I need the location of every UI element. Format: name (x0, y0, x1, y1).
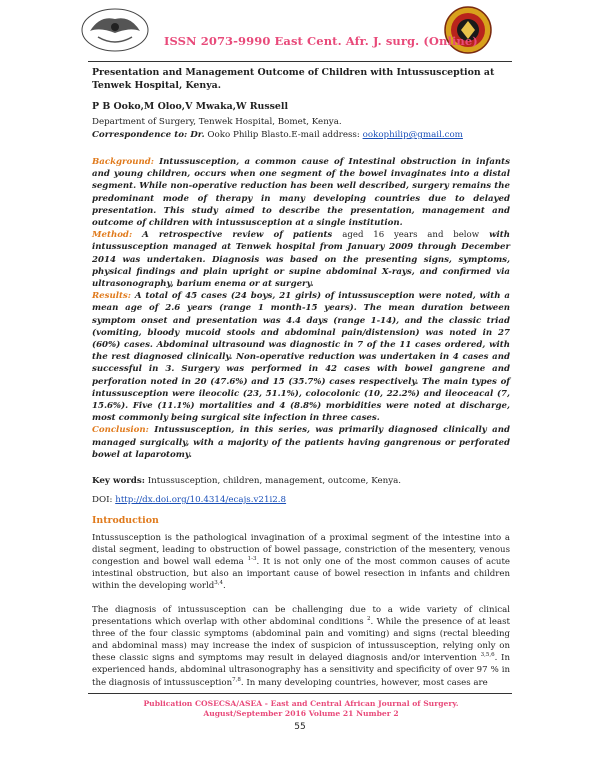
correspondence-line (92, 129, 463, 141)
method-label: Method: (92, 230, 133, 241)
background-text: Intussusception, a common cause of Intestinal obstruction in infants and young children, occurs when one segment of the bowel invaginates into a distal segment. While non-operative reduction has been well described, surgery remains the predominant mode of therapy in many developing countries due to delayed presentation. This study aimed to describe the presentation, management and outcome of children with intussusception at a single institution. (92, 157, 510, 229)
journal-issn-header: ISSN 2073-9990 East Cent. Afr. J. surg. (Online) (164, 34, 478, 48)
intro-paragraph-2 (92, 604, 510, 689)
abstract-method (92, 229, 510, 290)
keywords-line (92, 475, 401, 487)
abstract-results (92, 290, 510, 424)
results-label: Results: (92, 291, 131, 302)
author-list: P B Ooko,M Oloo,V Mwaka,W Russell (92, 101, 289, 112)
intro-p2-text-cont: . While the presence of at least three of the four classic symptoms (abdominal pain and vomiting) and signs (rectal bleeding and abdominal mass) may increase the index of suspicion of intussusception, relying only on these classic signs and symptoms may result in delayed diagnosis and/or intervention (92, 617, 510, 664)
intro-p1-end: . (223, 581, 226, 592)
doi-line (92, 494, 286, 506)
abstract-conclusion (92, 424, 510, 461)
affiliation: Department of Surgery, Tenwek Hospital, Bomet, Kenya. (92, 117, 342, 127)
footer-line-1: Publication COSECSA/ASEA - East and Central African Journal of Surgery. (143, 699, 459, 708)
citation-ref: 7,8 (232, 676, 241, 683)
introduction-heading: Introduction (92, 515, 159, 526)
page-number: 55 (294, 722, 306, 732)
method-age-text: aged 16 years and below (342, 230, 480, 241)
citation-ref: 3,4 (214, 580, 224, 587)
footer-rule (88, 693, 512, 694)
intro-p2-text-cont2: . In experienced hands, abdominal ultrasonography has a sensitivity and specificity of over 97 % in the diagnosis of intussusception (92, 653, 510, 688)
method-text: A retrospective review of patients (132, 230, 343, 241)
citation-ref: 2 (367, 616, 371, 623)
email-link[interactable]: ookophilip@gmail.com (362, 130, 463, 140)
article-title: Presentation and Management Outcome of Children with Intussusception at Tenwek Hospital, Kenya. (92, 67, 495, 91)
correspondence-text: Ooko Philip Blasto.E-mail address: (204, 130, 363, 140)
doi-link[interactable]: http://dx.doi.org/10.4314/ecajs.v21i2.8 (115, 495, 287, 505)
intro-p1-text: Intussusception is the pathological invagination of a proximal segment of the intestine into a distal segment, leading to obstruction of bowel passage, constriction of the mesentery, venous congestion and bowel wall edema (92, 533, 510, 568)
background-label: Background: (92, 157, 154, 167)
footer-line-2: August/September 2016 Volume 21 Number 2 (203, 709, 399, 718)
method-text-cont: with intussusception managed at Tenwek hospital from January 2009 through December 2014 was undertaken. Diagnosis was based on the presenting signs, symptoms, physical findings and plain upright or supine abdominal X-rays, and confirmed via ultrasonography, barium enema or at surgery. (92, 230, 510, 290)
keywords-label: Key words: (92, 476, 145, 486)
citation-ref: 3,5,6 (480, 652, 495, 659)
abstract-background (92, 156, 510, 229)
intro-p2-text-end: . In many developing countries, however, most cases are (240, 677, 488, 688)
abstract (92, 156, 510, 461)
intro-paragraph-1 (92, 532, 510, 592)
intro-p1-text-cont: . It is not only one of the most common causes of acute intestinal obstruction, but also an important cause of bowel resection in infants and children within the developing world (92, 557, 510, 592)
footer-publication (92, 699, 510, 719)
header-rule (88, 61, 512, 62)
citation-ref: 1-3 (247, 556, 257, 563)
conclusion-text: Intussusception, in this series, was primarily diagnosed clinically and managed surgically, with a majority of the patients having gangrenous or perforated bowel at laparotomy. (92, 425, 510, 460)
keywords-text: Intussusception, children, management, outcome, Kenya. (144, 476, 402, 486)
cosecsa-logo-icon (80, 7, 150, 53)
correspondence-label: Correspondence to: Dr. (92, 130, 205, 140)
intro-p2-text: The diagnosis of intussusception can be challenging due to a wide variety of clinical presentations which overlap with other abdominal conditions (92, 605, 510, 628)
results-text: A total of 45 cases (24 boys, 21 girls) of intussusception were noted, with a mean age of 2.6 years (range 1 month-15 years). The mean duration between symptom onset and presentation was 4.4 days (range 1-14), and the classic triad (vomiting, bloody mucoid stools and abdominal pain/distension) was noted in 27 (60%) cases. Abdominal ultrasound was diagnostic in 7 of the 11 cases ordered, with the rest diagnosed clinically. Non-operative reduction was undertaken in 4 cases and successful in 3. Surgery was performed in 42 cases with bowel gangrene and perforation noted in 20 (47.6%) and 15 (35.7%) cases respectively. The main types of intussusception were ileocolic (23, 51.1%), colocolonic (10, 22.2%) and ileoceacal (7, 15.6%). Five (11.1%) mortalities and 4 (8.8%) morbidities were noted at discharge, most commonly being surgical site infection in three cases. (92, 291, 510, 424)
conclusion-label: Conclusion: (92, 425, 149, 436)
doi-label: DOI: (92, 495, 116, 505)
